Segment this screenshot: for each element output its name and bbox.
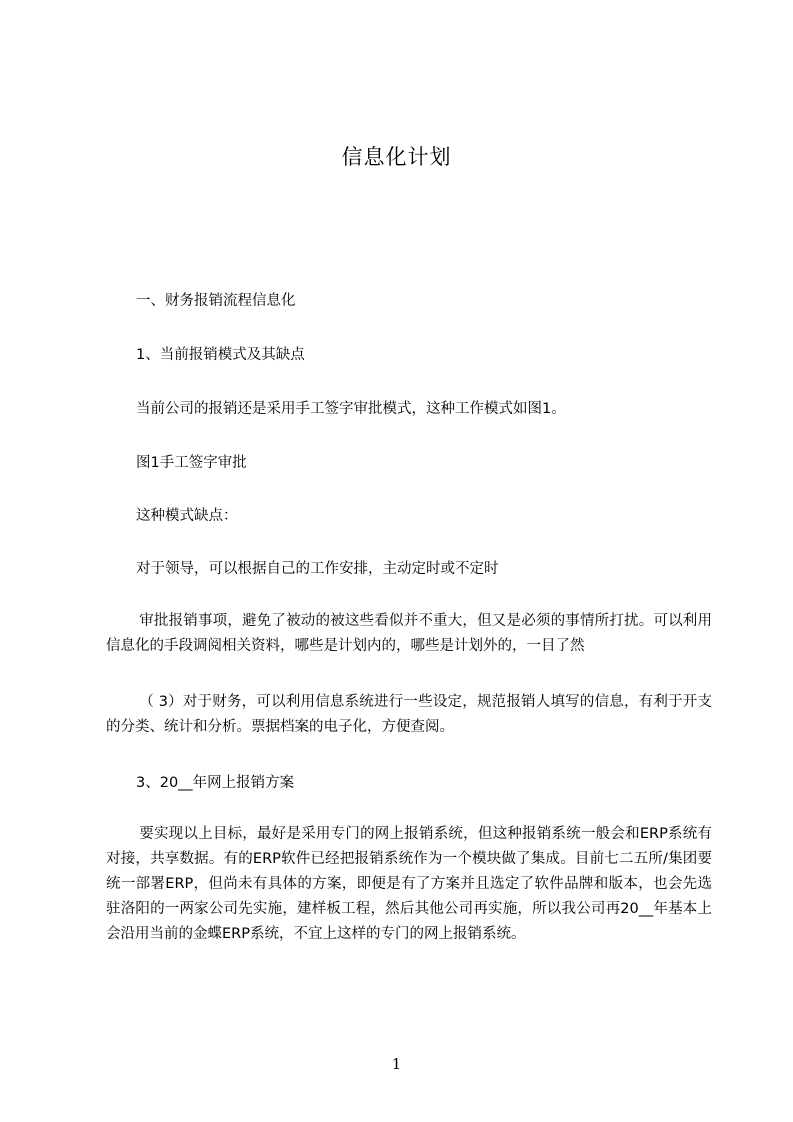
paragraph-approval xyxy=(106,609,712,659)
subheading-online-plan: 3、20__年网上报销方案 xyxy=(136,775,295,791)
page-number: 1 xyxy=(391,1055,402,1073)
paragraph-leader: 对于领导，可以根据自己的工作安排，主动定时或不定时 xyxy=(136,561,499,577)
paragraph-approval-text: 审批报销事项，避免了被动的被这些看似并不重大，但又是必须的事情所打扰。可以利用信息化的手段调阅相关资料，哪些是计划内的，哪些是计划外的，一目了然 xyxy=(106,613,712,654)
paragraph-plan-text: 要实现以上目标，最好是采用专门的网上报销系统，但这种报销系统一般会和ERP系统有对接，共享数据。有的ERP软件已经把报销系统作为一个模块做了集成。目前七二五所/集团要统一部署ERP，但尚未有具体的方案，即便是有了方案并且选定了软件品牌和版本，也会先选驻洛阳的一两家公司先实施，建样板工程，然后其他公司再实施，所以我公司再20__年基本上会沿用当前的金蝶ERP系统，不宜上这样的专门的网上报销系统。 xyxy=(106,826,712,942)
figure-caption: 图1手工签字审批 xyxy=(136,455,247,471)
section-heading-finance: 一、财务报销流程信息化 xyxy=(136,293,296,309)
paragraph-current-mode: 当前公司的报销还是采用手工签字审批模式，这种工作模式如图1。 xyxy=(136,401,566,417)
paragraph-finance xyxy=(106,690,712,740)
paragraph-plan xyxy=(106,822,712,947)
subheading-current-mode: 1、当前报销模式及其缺点 xyxy=(136,347,305,363)
paragraph-drawbacks: 这种模式缺点： xyxy=(136,508,238,524)
paragraph-finance-text: （ 3）对于财务，可以利用信息系统进行一些设定，规范报销人填写的信息，有利于开支的分类、统计和分析。票据档案的电子化，方便查阅。 xyxy=(106,694,712,735)
document-title: 信息化计划 xyxy=(341,145,452,169)
